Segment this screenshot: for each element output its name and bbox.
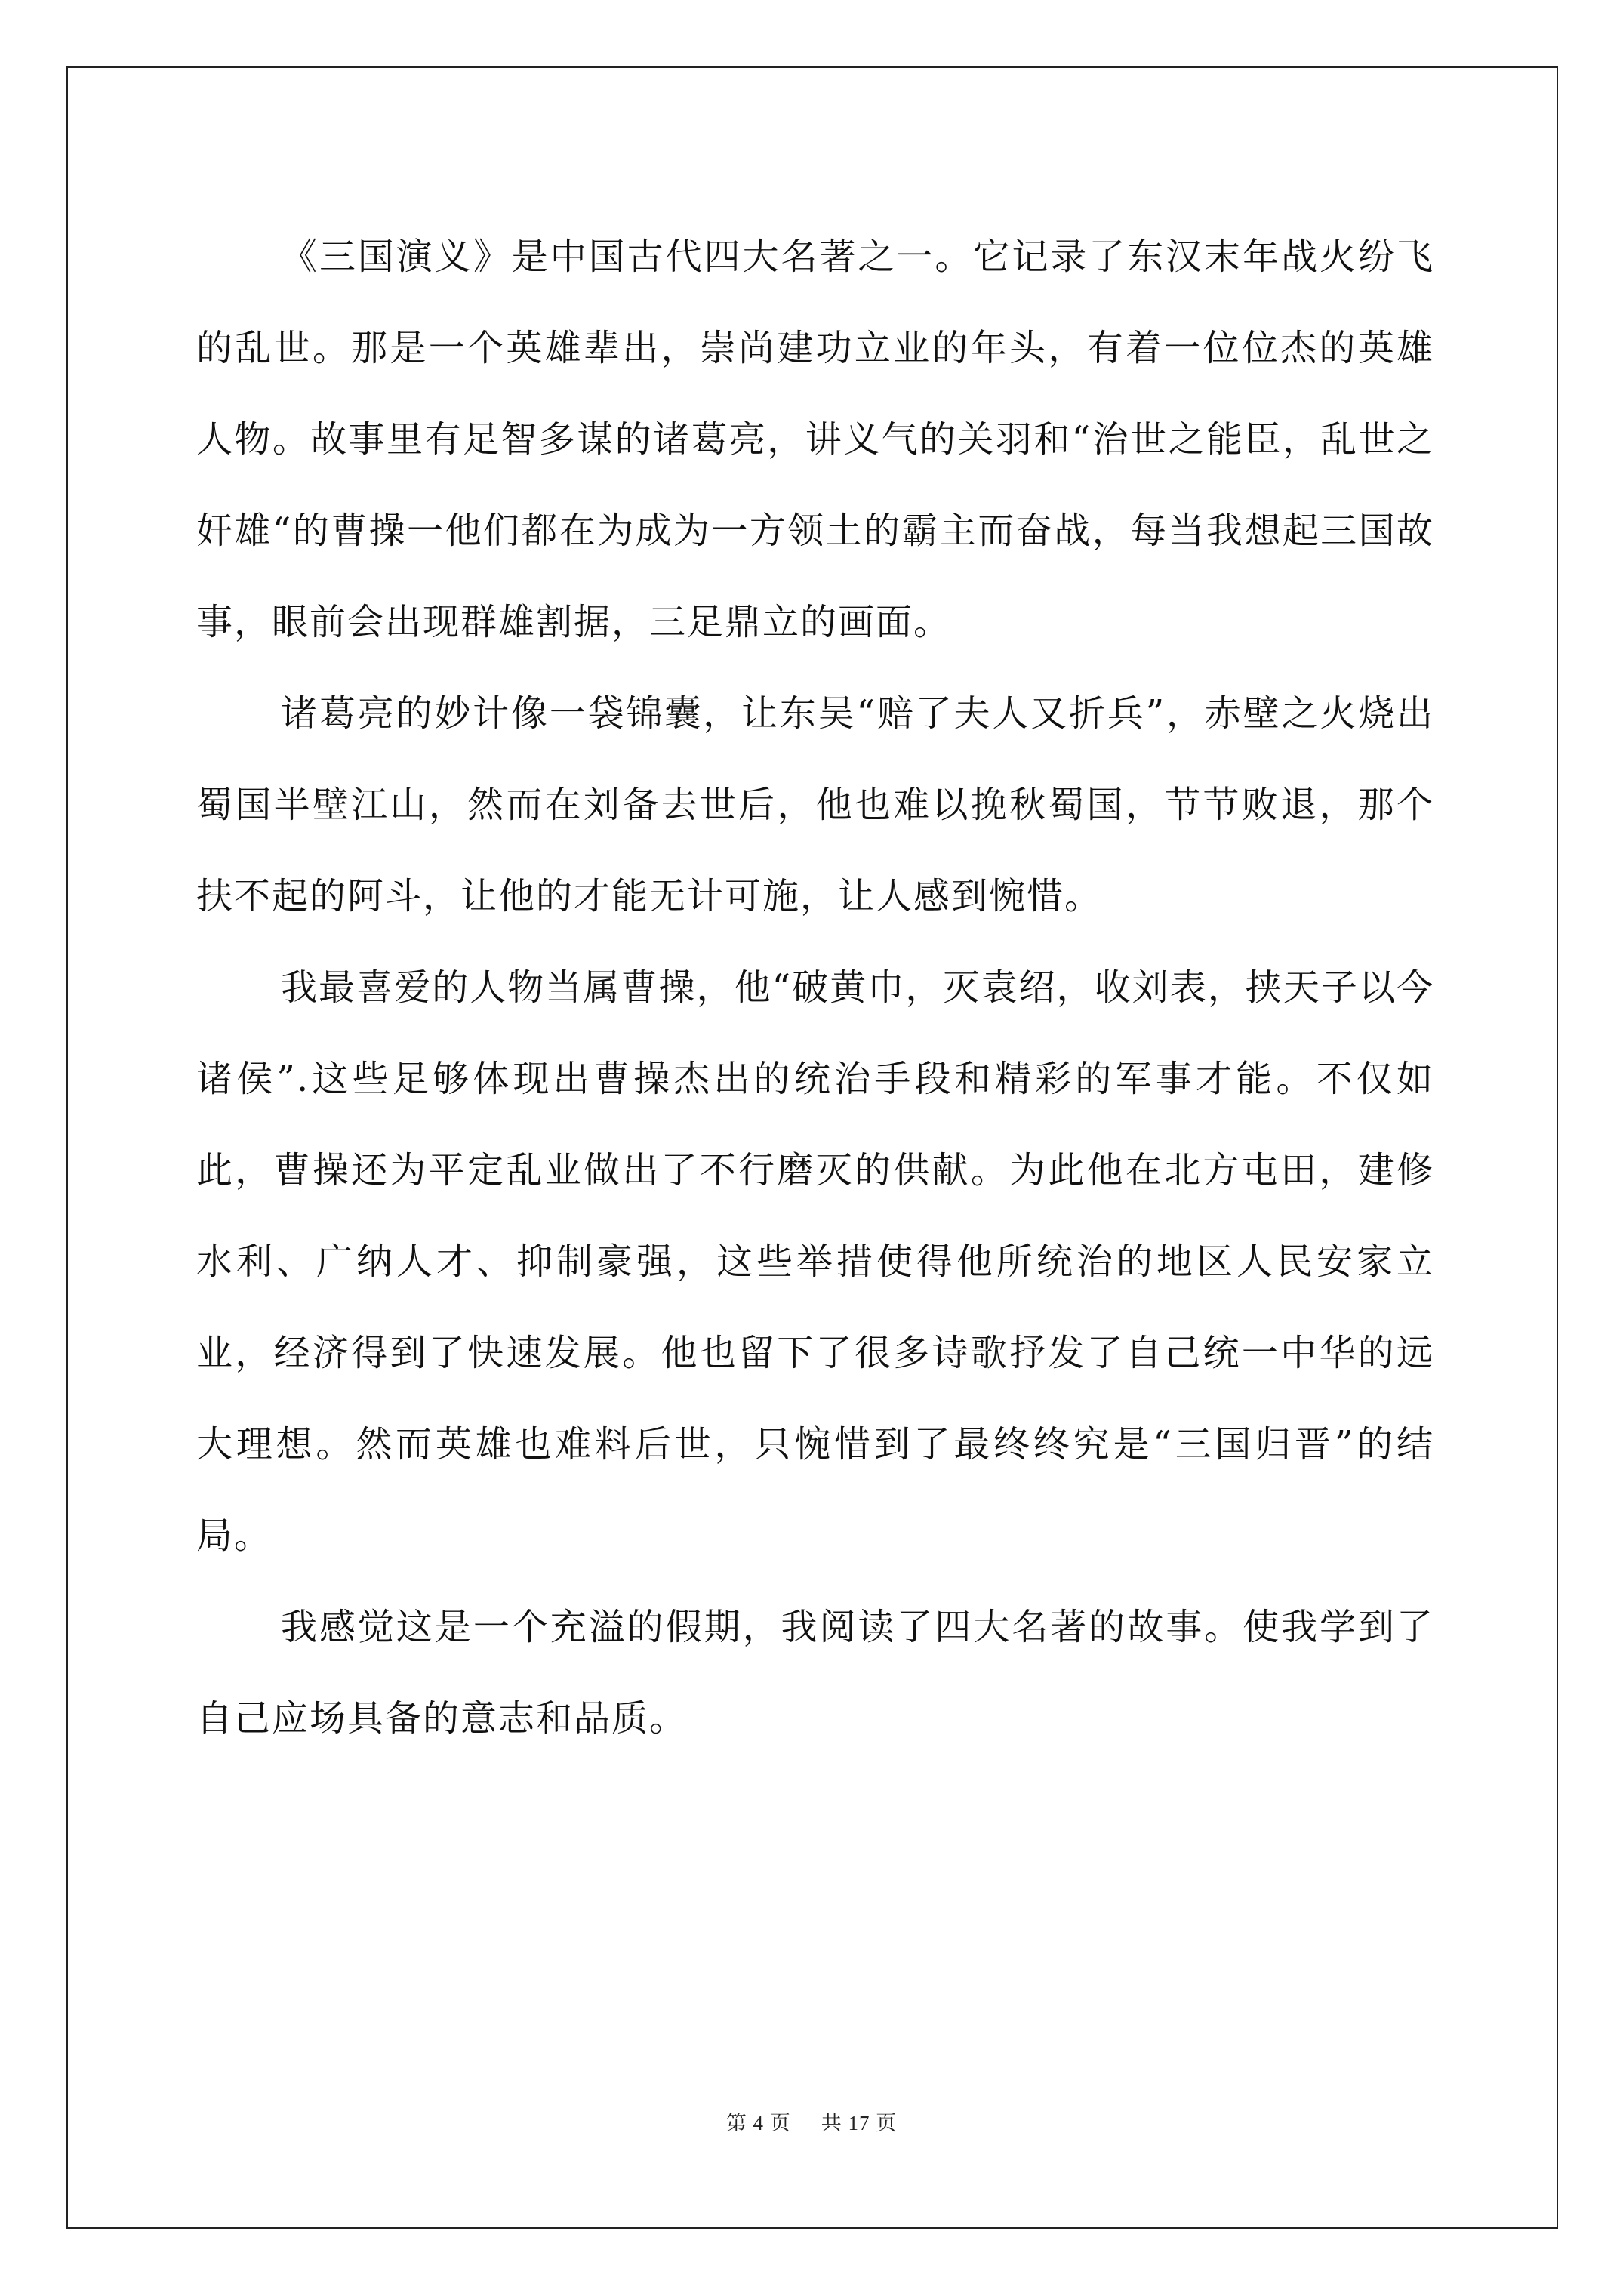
paragraph-2: 诸葛亮的妙计像一袋锦囊，让东吴“赔了夫人又折兵”，赤壁之火烧出蜀国半壁江山，然而在刘备去世后，他也难以挽秋蜀国，节节败退，那个扶不起的阿斗，让他的才能无计可施，让人感到惋惜。: [196, 692, 1434, 917]
paragraph-1: 《三国演义》是中国古代四大名著之一。它记录了东汉末年战火纷飞的乱世。那是一个英雄辈出，崇尚建功立业的年头，有着一位位杰的英雄人物。故事里有足智多谋的诸葛亮，讲义气的关羽和“治世之能臣，乱世之奸雄“的曹操一他们都在为成为一方领土的霸主而奋战，每当我想起三国故事，眼前会出现群雄割据，三足鼎立的画面。: [196, 236, 1434, 643]
document-body: [196, 211, 1434, 1764]
paragraph-3: 我最喜爱的人物当属曹操，他“破黄巾，灭袁绍，收刘表，挟天子以今诸侯”.这些足够体现出曹操杰出的统治手段和精彩的军事才能。不仅如此，曹操还为平定乱业做出了不行磨灭的供献。为此他在北方屯田，建修水利、广纳人才、抑制豪强，这些举措使得他所统治的地区人民安家立业，经济得到了快速发展。他也留下了很多诗歌抒发了自己统一中华的远大理想。然而英雄也难料后世，只惋惜到了最终终究是“三国归晋”的结局。: [196, 966, 1434, 1557]
page-footer: [0, 2106, 1623, 2136]
page-number: 第 4 页: [725, 2112, 791, 2134]
paragraph-4: 我感觉这是一个充溢的假期，我阅读了四大名著的故事。使我学到了自己应场具备的意志和品质。: [196, 1606, 1434, 1740]
page-total: 共 17 页: [821, 2112, 898, 2134]
